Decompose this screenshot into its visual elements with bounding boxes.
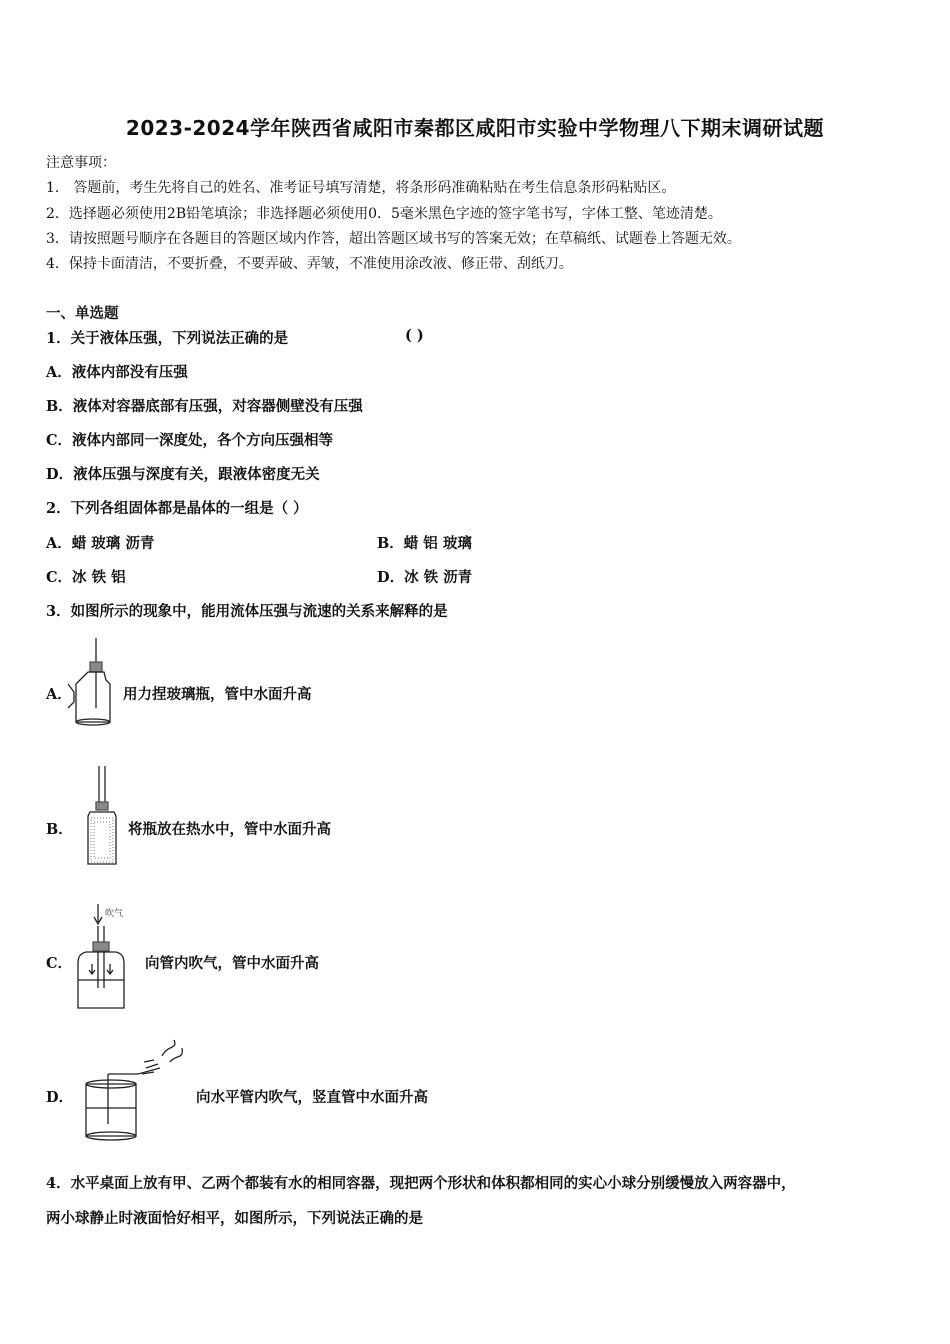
page-title: 2023-2024学年陕西省咸阳市秦都区咸阳市实验中学物理八下期末调研试题 [125, 116, 825, 140]
blow-caption: 吹气 [105, 909, 124, 919]
hot-water-bottle-figure [82, 764, 126, 868]
option-b-text: 将瓶放在热水中，管中水面升高 [128, 821, 331, 838]
option-c-label: C． [46, 955, 73, 972]
option-b: B．蜡 铝 玻璃 [377, 535, 472, 552]
section-heading: 一、单选题 [46, 305, 119, 322]
option-b: B．液体对容器底部有压强，对容器侧壁没有压强 [46, 398, 363, 415]
option-b-label: B． [46, 821, 73, 838]
question-4-stem-line2: 两小球静止时液面恰好相平，如图所示，下列说法正确的是 [46, 1210, 423, 1227]
question-2-stem: 2．下列各组固体都是晶体的一组是（ ） [46, 500, 308, 517]
option-c: C．冰 铁 铝 [46, 569, 126, 586]
question-4-stem-line1: 4．水平桌面上放有甲、乙两个都装有水的相同容器，现把两个形状和体积都相同的实心小球分别缓慢放入两容器中， [46, 1175, 796, 1192]
notice-item: 4．保持卡面清洁，不要折叠，不要弄破、弄皱，不准使用涂改液、修正带、刮纸刀。 [46, 256, 573, 272]
option-d-text: 向水平管内吹气，竖直管中水面升高 [196, 1089, 428, 1106]
option-d-label: D． [46, 1089, 74, 1106]
option-c-text: 向管内吹气，管中水面升高 [145, 955, 319, 972]
notice-heading: 注意事项： [46, 155, 116, 171]
option-c: C．液体内部同一深度处，各个方向压强相等 [46, 432, 334, 449]
option-a: A．液体内部没有压强 [46, 364, 188, 381]
horizontal-tube-figure [78, 1034, 190, 1144]
question-1-stem: 1．关于液体压强，下列说法正确的是 [46, 330, 289, 347]
option-a-text: 用力捏玻璃瓶，管中水面升高 [123, 686, 312, 703]
answer-bracket: ( ) [405, 327, 424, 344]
notice-item: 3．请按照题号顺序在各题目的答题区域内作答，超出答题区域书写的答案无效；在草稿纸、试题卷上答题无效。 [46, 231, 741, 247]
question-3-stem: 3．如图所示的现象中，能用流体压强与流速的关系来解释的是 [46, 603, 448, 620]
notice-item: 1． 答题前，考生先将自己的姓名、准考证号填写清楚，将条形码准确粘贴在考生信息条形码粘贴区。 [46, 180, 676, 196]
option-d: D．冰 铁 沥青 [377, 569, 473, 586]
blow-into-tube-figure [72, 902, 140, 1014]
option-a-label: A． [46, 686, 72, 703]
notice-item: 2．选择题必须使用2B铅笔填涂；非选择题必须使用0．5毫米黑色字迹的签字笔书写，字体工整、笔迹清楚。 [46, 206, 722, 222]
option-a: A．蜡 玻璃 沥青 [46, 535, 155, 552]
option-d: D．液体压强与深度有关，跟液体密度无关 [46, 466, 320, 483]
squeezed-bottle-figure [66, 636, 126, 728]
